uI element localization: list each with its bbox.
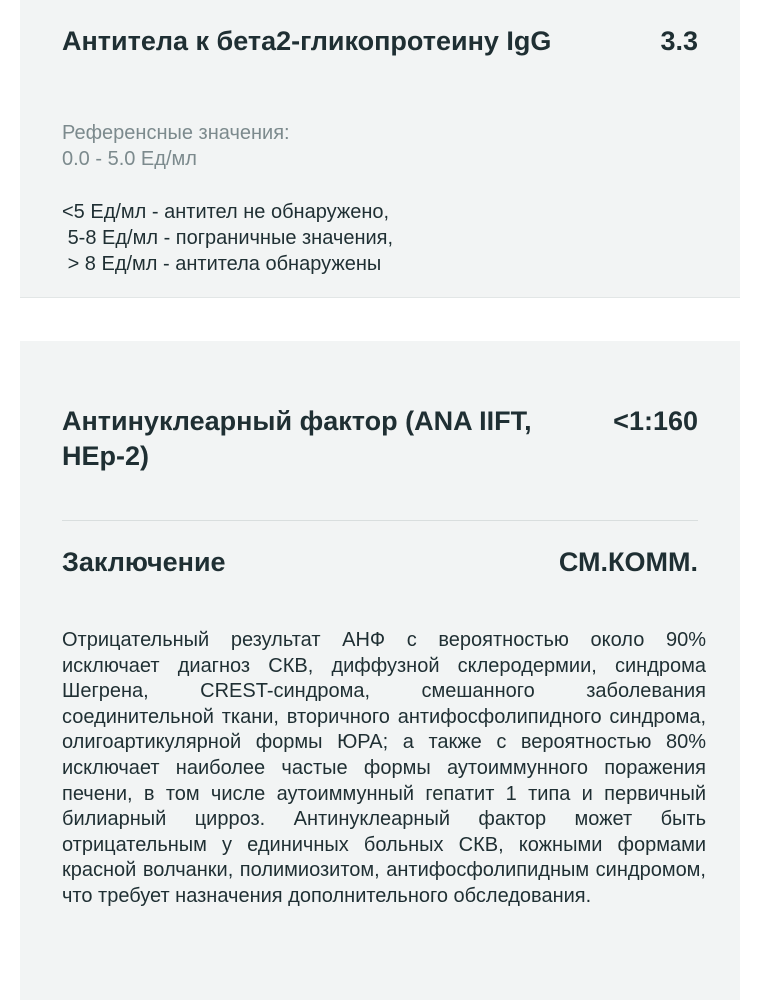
test-result-card-b2gp-igg (20, 0, 740, 298)
reference-label: Референсные значения: (62, 122, 290, 144)
test-value: 3.3 (660, 26, 698, 56)
test-value: <1:160 (613, 406, 698, 436)
test-result-card-ana (20, 341, 740, 1000)
reference-note: <5 Ед/мл - антител не обнаружено, 5-8 Ед/мл - пограничные значения, > 8 Ед/мл - антитела обнаружены (62, 201, 394, 275)
test-name: Антинуклеарный фактор (ANA IIFT, HEp-2) (62, 406, 532, 471)
reference-range: 0.0 - 5.0 Ед/мл (62, 148, 197, 170)
test-name: Антитела к бета2-гликопротеину IgG (62, 26, 552, 56)
conclusion-label: Заключение (62, 547, 226, 577)
test-header-row (62, 404, 698, 474)
conclusion-value: СМ.КОММ. (558, 547, 698, 577)
test-header-row (62, 24, 698, 59)
conclusion-comment: Отрицательный результат АНФ с вероятностью около 90% исключает диагноз СКВ, диффузной склеродермии, синдрома Шегрена, CREST-синдрома, смешанного заболевания соединительной ткани, вторичного антифосфолипидного синдрома, олигоартикулярной формы ЮРА; а также с вероятностью 80% исключает наиболее частые формы аутоиммунного поражения печени, в том числе аутоиммунный гепатит 1 типа и первичный билиарный цирроз. Антинуклеарный фактор может быть отрицательным у единичных больных СКВ, кожными формами красной волчанки, полимиозитом, антифосфолипидным синдромом, что требует назначения дополнительного обследования. (62, 629, 706, 907)
conclusion-row (62, 545, 698, 580)
divider (62, 520, 698, 521)
